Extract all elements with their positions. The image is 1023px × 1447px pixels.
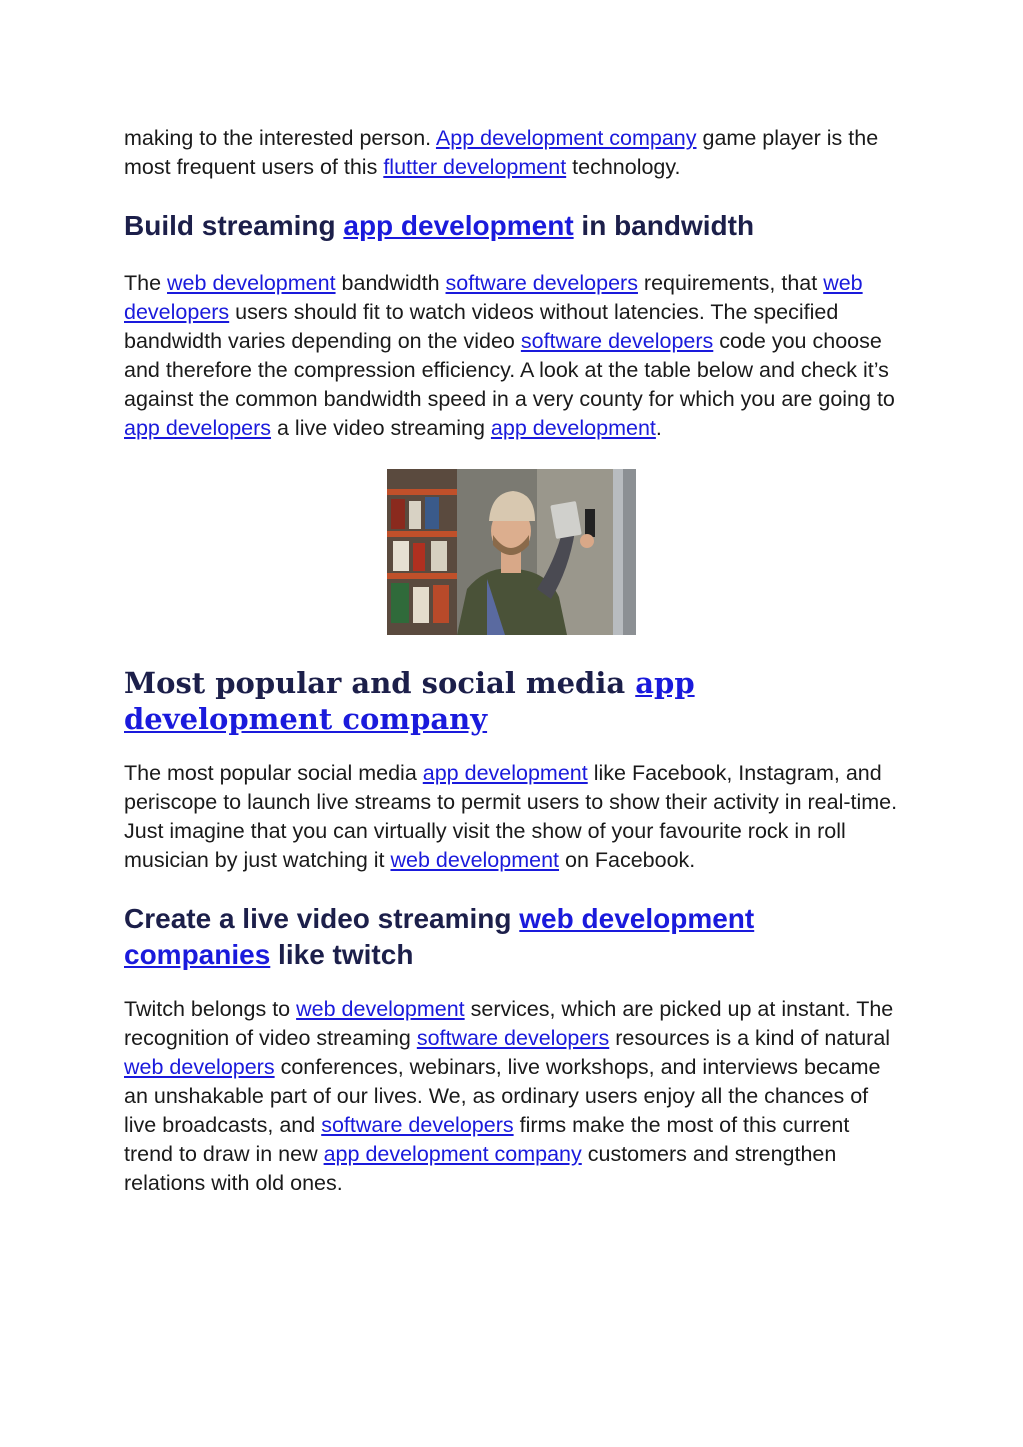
heading-create-live-streaming	[124, 901, 904, 973]
text-span: The most popular social media	[124, 761, 423, 785]
document-content	[124, 124, 904, 1198]
text-span: a live video streaming	[271, 416, 491, 440]
text-span: conferences, webinars, live workshops, and interviews became an unshakable part of our lives. We, as ordinary users enjoy all the chances of live broadcasts, and	[124, 1055, 881, 1137]
text-span: services, which are picked up at instant. The recognition of video streaming	[124, 997, 894, 1050]
text-span: Twitch belongs to	[124, 997, 297, 1021]
text-span: requirements, that	[637, 271, 824, 295]
text-span: in bandwidth	[573, 210, 755, 241]
paragraph-bandwidth	[124, 269, 904, 443]
link-app-developers[interactable]: app developers	[124, 416, 272, 440]
heading-most-popular	[124, 665, 904, 737]
text-span: .	[655, 416, 662, 440]
text-span: Most popular and social media	[124, 666, 636, 700]
link-flutter-development[interactable]: flutter development	[383, 155, 567, 179]
link-software-developers[interactable]: software developers	[416, 1026, 610, 1050]
text-span: Build streaming	[124, 210, 344, 241]
link-web-developers[interactable]: web developers	[124, 1055, 275, 1079]
text-span: users should fit to watch videos without latencies. The specified bandwidth varies depending on the video	[124, 300, 839, 353]
text-span: on Facebook.	[559, 848, 696, 872]
text-span: Create a live video streaming	[124, 903, 520, 934]
link-app-development[interactable]: app development	[490, 416, 656, 440]
link-app-development[interactable]: app development	[343, 210, 574, 241]
paragraph-social-media	[124, 759, 904, 875]
warehouse-worker-photo	[387, 469, 636, 635]
text-span: customers and strengthen relations with old ones.	[124, 1142, 837, 1195]
text-span: like twitch	[270, 939, 414, 970]
text-span: code you choose and therefore the compression efficiency. A look at the table below and check it’s against the common bandwidth speed in a very county for which you are going to	[124, 329, 895, 411]
photo-illustration	[387, 469, 636, 635]
link-app-development-company[interactable]: app development company	[323, 1142, 582, 1166]
link-web-development-companies[interactable]: web development companies	[124, 903, 755, 970]
text-span: technology.	[566, 155, 681, 179]
link-app-development[interactable]: app development	[422, 761, 588, 785]
paragraph-intro	[124, 124, 904, 182]
link-software-developers[interactable]: software developers	[445, 271, 638, 295]
text-span: game player is the most frequent users of this	[124, 126, 879, 179]
paragraph-twitch	[124, 995, 904, 1198]
text-span: like Facebook, Instagram, and periscope to launch live streams to permit users to show their activity in real-time. Just imagine that you can virtually visit the show of your favourite rock in roll musician by just watching it	[124, 761, 898, 872]
text-span: making to the interested person.	[124, 126, 436, 150]
link-web-development[interactable]: web development	[296, 997, 465, 1021]
link-software-developers[interactable]: software developers	[520, 329, 714, 353]
link-app-development-company[interactable]: app development company	[124, 666, 695, 736]
link-software-developers[interactable]: software developers	[321, 1113, 514, 1137]
text-span: The	[124, 271, 168, 295]
link-web-development[interactable]: web development	[167, 271, 336, 295]
heading-build-streaming	[124, 208, 904, 244]
text-span: firms make the most of this current trend to draw in new	[124, 1113, 850, 1166]
text-span: bandwidth	[335, 271, 446, 295]
link-web-developers[interactable]: web developers	[124, 271, 863, 324]
link-web-development[interactable]: web development	[390, 848, 560, 872]
figure-container	[0, 469, 1023, 635]
text-span: resources is a kind of natural	[609, 1026, 891, 1050]
link-app-development-company[interactable]: App development company	[435, 126, 697, 150]
